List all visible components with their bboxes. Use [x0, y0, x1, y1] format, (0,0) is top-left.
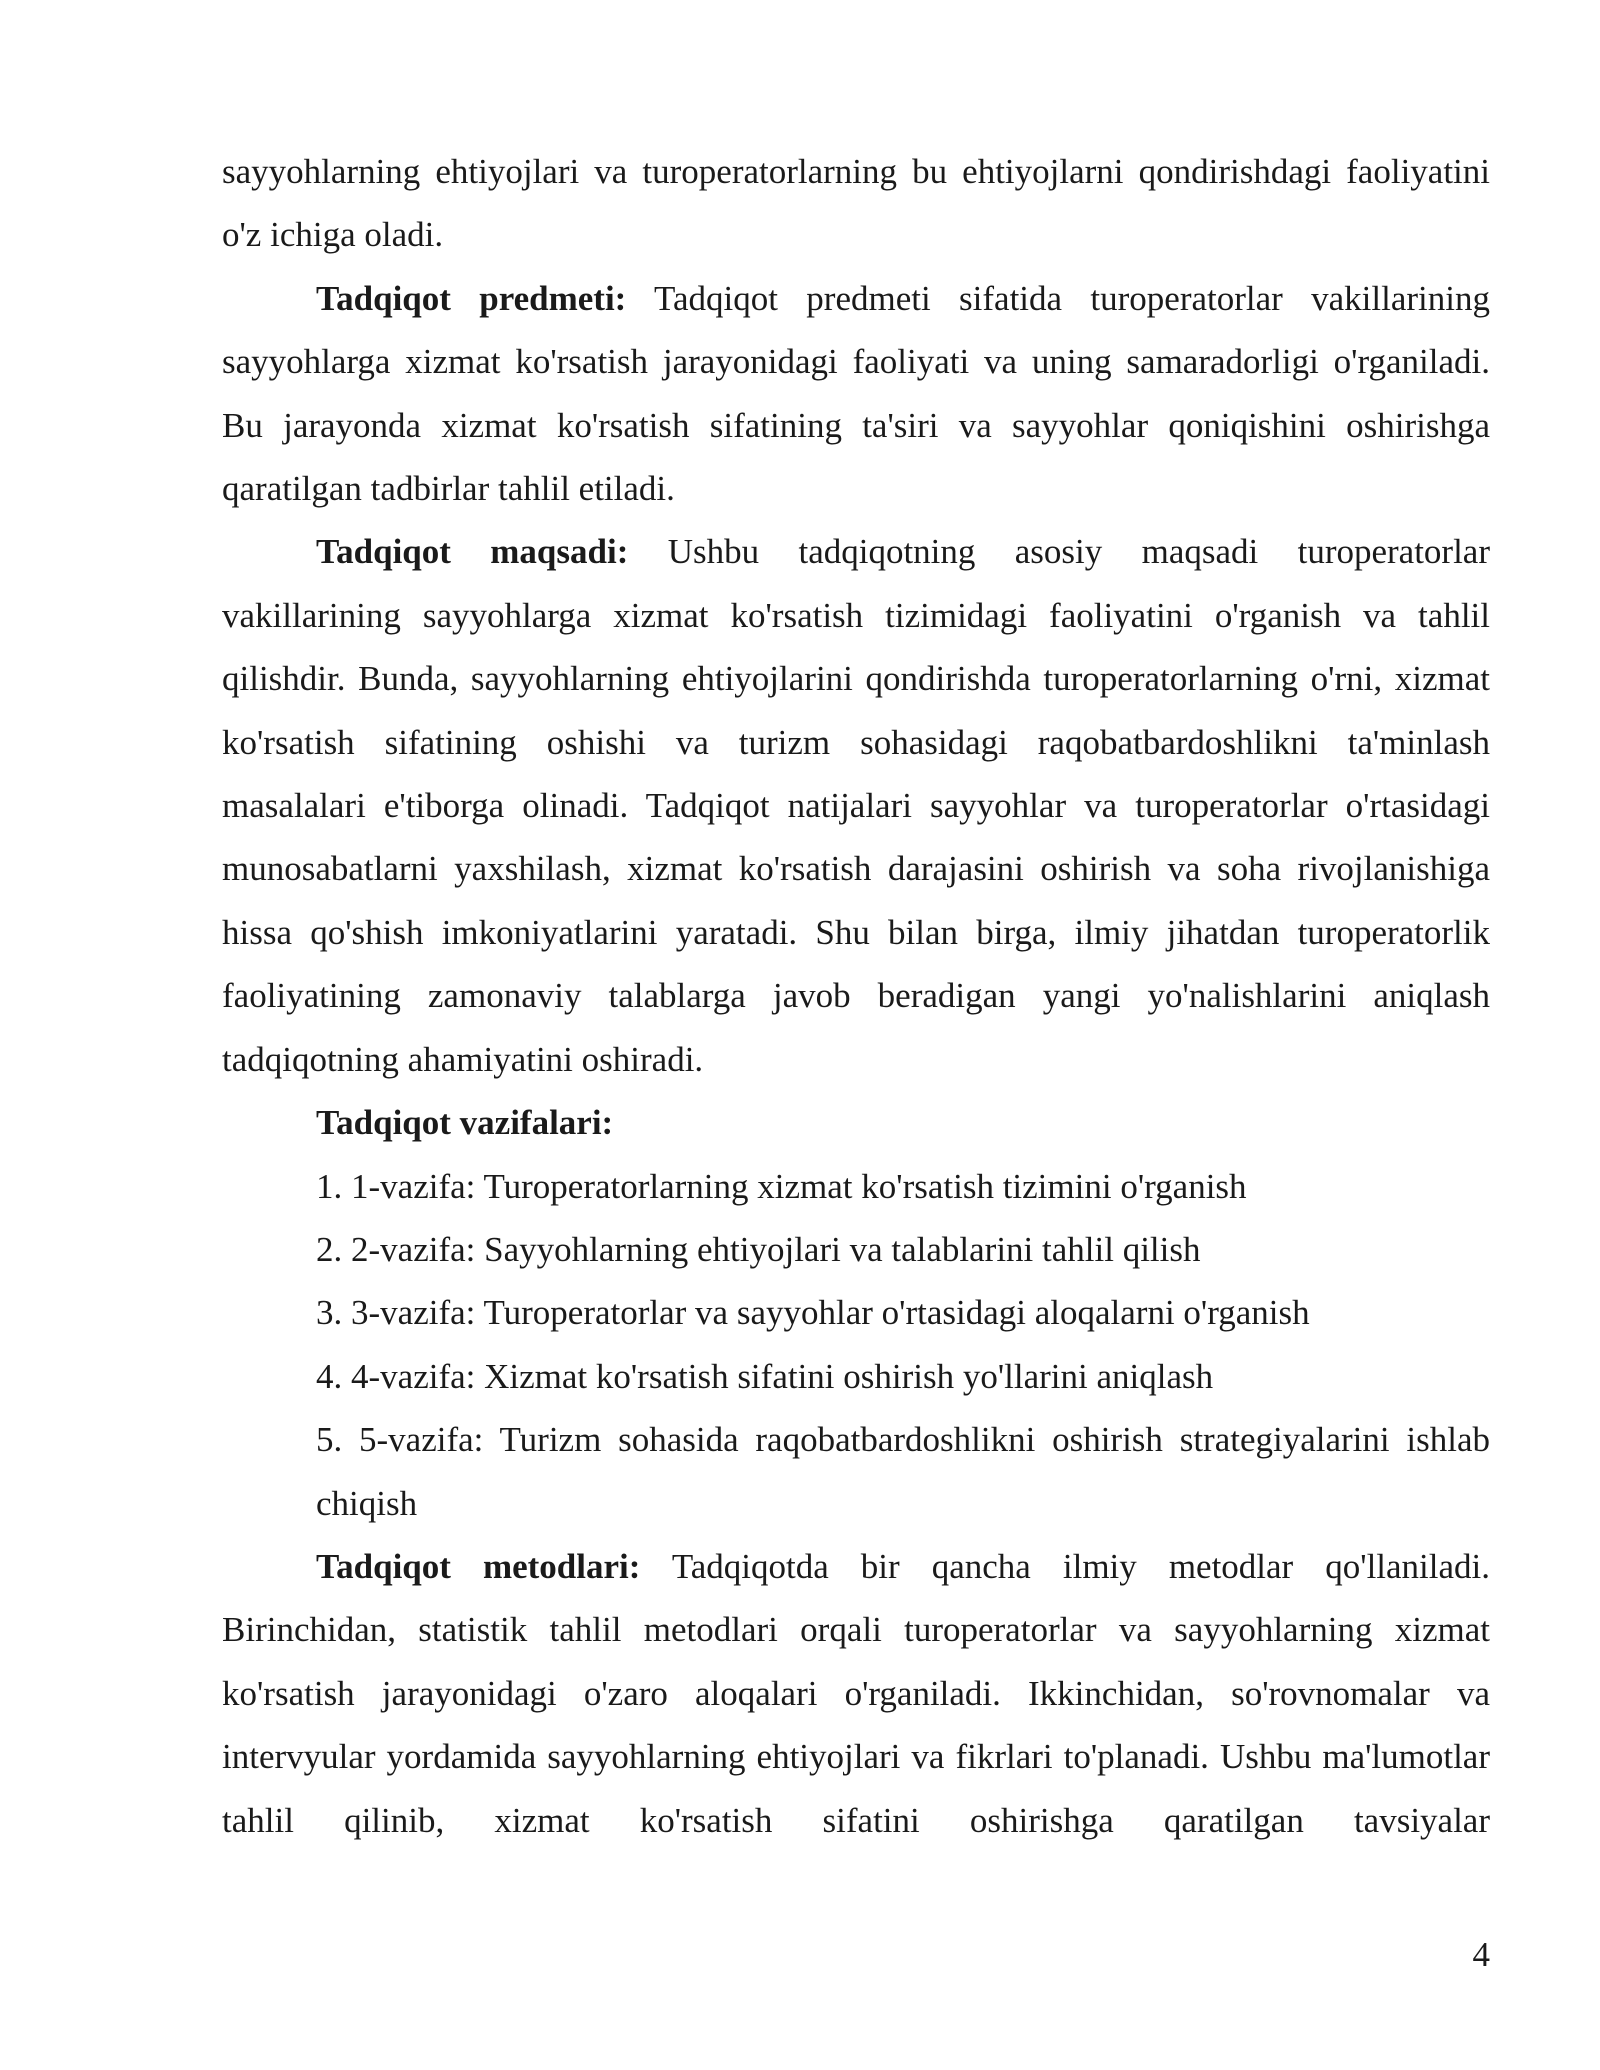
predmet-heading: Tadqiqot predmeti: [316, 278, 627, 318]
metodlar-text: Tadqiqotda bir qancha ilmiy metodlar qo'llaniladi. Birinchidan, statistik tahlil metodlari orqali turoperatorlar va sayyohlarning xizmat ko'rsatish jarayonidagi o'zaro aloqalari o'rganiladi. Ikkinchidan, so'rovnomalar va intervyular yordamida sayyohlarning ehtiyojlari va fikrlari to'planadi. Ushbu ma'lumotlar tahlil qilinib, xizmat ko'rsatish sifatini oshirishga qaratilgan tavsiyalar [222, 1546, 1491, 1840]
vazifalar-heading: Tadqiqot vazifalari: [316, 1103, 614, 1143]
task-item: 3. 3-vazifa: Turoperatorlar va sayyohlar o'rtasidagi aloqalarni o'rganish [316, 1293, 1310, 1333]
intro-text: sayyohlarning ehtiyojlari va turoperatorlarning bu ehtiyojlarni qondirishdagi faoliyatini o'z ichiga oladi. [222, 152, 1490, 255]
task-item: 2. 2-vazifa: Sayyohlarning ehtiyojlari va talablarini tahlil qilish [316, 1229, 1201, 1269]
maqsad-text: Ushbu tadqiqotning asosiy maqsadi turoperatorlar vakillarining sayyohlarga xizmat ko'rsatish tizimidagi faoliyatini o'rganish va tahlil qilishdir. Bunda, sayyohlarning ehtiyojlarini qondirishda turoperatorlarning o'rni, xizmat ko'rsatish sifatining oshishi va turizm sohasidagi raqobatbardoshlikni ta'minlash masalalari e'tiborga olinadi. Tadqiqot natijalari sayyohlar va turoperatorlar o'rtasidagi munosabatlarni yaxshilash, xizmat ko'rsatish darajasini oshirish va soha rivojlanishiga hissa qo'shish imkoniyatlarini yaratadi. Shu bilan birga, ilmiy jihatdan turoperatorlik faoliyatining zamonaviy talablarga javob beradigan yangi yo'nalishlarini aniqlash tadqiqotning ahamiyatini oshiradi. [222, 532, 1490, 1079]
maqsad-heading: Tadqiqot maqsadi: [316, 532, 629, 572]
page-body [222, 140, 1490, 1852]
page-number: 4 [1472, 1935, 1490, 1974]
metodlar-heading: Tadqiqot metodlari: [316, 1546, 641, 1586]
task-item: 1. 1-vazifa: Turoperatorlarning xizmat ko'rsatish tizimini o'rganish [316, 1166, 1247, 1206]
predmet-paragraph [222, 267, 1490, 521]
predmet-text: Tadqiqot predmeti sifatida turoperatorlar vakillarining sayyohlarga xizmat ko'rsatish jarayonidagi faoliyati va uning samaradorligi o'rganiladi. Bu jarayonda xizmat ko'rsatish sifatining ta'siri va sayyohlar qoniqishini oshirishga qaratilgan tadbirlar tahlil etiladi. [222, 278, 1490, 509]
metodlar-paragraph [222, 1535, 1490, 1852]
intro-paragraph [222, 140, 1490, 267]
maqsad-paragraph [222, 520, 1490, 1091]
task-item: 5. 5-vazifa: Turizm sohasida raqobatbardoshlikni oshirish strategiyalarini ishlab chiqish [316, 1420, 1490, 1523]
task-item: 4. 4-vazifa: Xizmat ko'rsatish sifatini oshirish yo'llarini aniqlash [316, 1356, 1214, 1396]
